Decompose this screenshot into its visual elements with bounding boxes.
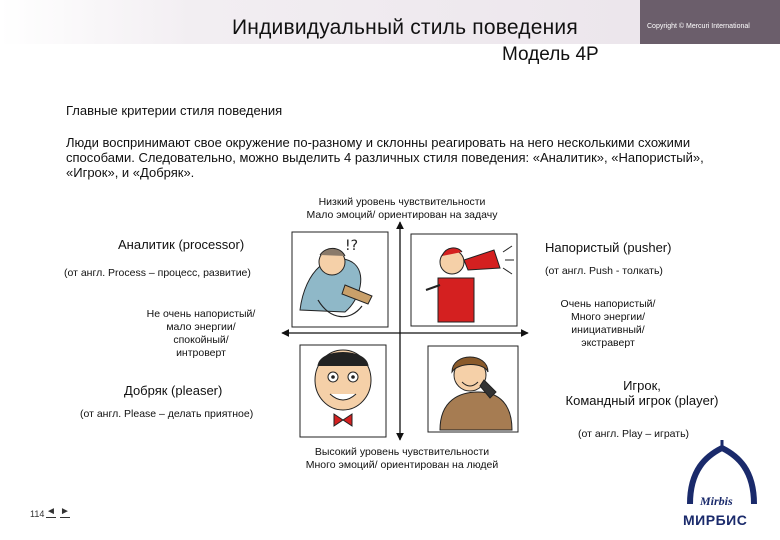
pusher-illustration xyxy=(411,234,517,326)
axis-bottom-line2: Много эмоций/ ориентирован на людей xyxy=(305,459,499,471)
axis-left-line: спокойный/ xyxy=(173,334,229,346)
pleaser-title: Добряк (pleaser) xyxy=(124,383,223,398)
logo-text: МИРБИС xyxy=(683,512,748,528)
player-illustration xyxy=(428,346,518,432)
player-note: (от англ. Play – играть) xyxy=(578,428,690,440)
section-heading: Главные критерии стиля поведения xyxy=(66,103,283,118)
logo-script-text: Mirbis xyxy=(700,494,733,508)
axis-right-line: экстраверт xyxy=(581,337,635,349)
player-title-line1: Игрок, xyxy=(623,378,661,393)
slide-subtitle-model: Модель 4P xyxy=(502,44,599,65)
analyst-illustration xyxy=(292,232,388,327)
axis-right-line: Очень напористый/ xyxy=(560,298,656,310)
analyst-title: Аналитик (processor) xyxy=(118,237,245,252)
prev-slide-button[interactable]: ◄ xyxy=(46,506,56,517)
svg-text:!?: !? xyxy=(345,238,359,254)
axis-left-line: интроверт xyxy=(176,347,226,359)
next-slide-button[interactable]: ► xyxy=(60,506,70,517)
pleaser-note: (от англ. Please – делать приятное) xyxy=(80,408,254,420)
axis-left-line: мало энергии/ xyxy=(166,321,236,333)
axis-top-line2: Мало эмоций/ ориентирован на задачу xyxy=(306,209,498,221)
pusher-title: Напористый (pusher) xyxy=(545,240,672,255)
analyst-note: (от англ. Process – процесс, развитие) xyxy=(64,267,251,279)
page-number: 114 xyxy=(30,509,45,519)
axis-right-line: инициативный/ xyxy=(571,324,645,336)
player-title-line2: Командный игрок (player) xyxy=(565,393,719,408)
intro-paragraph: Люди воспринимают свое окружение по-разному и склонны реагировать на него несколькими схожими способами. Следовательно, можно выделить 4 различных стиля поведения: «Аналитик», «Напористый», «Игрок», и «Добряк». xyxy=(66,135,704,180)
axis-right-line: Много энергии/ xyxy=(570,311,646,323)
axis-bottom-line1: Высокий уровень чувствительности xyxy=(314,446,490,458)
axis-left-line: Не очень напористый/ xyxy=(146,308,256,320)
pleaser-illustration xyxy=(300,345,386,437)
slide-title: Индивидуальный стиль поведения xyxy=(232,16,578,39)
copyright-text: Copyright © Mercuri International xyxy=(647,23,750,30)
pusher-note: (от англ. Push - толкать) xyxy=(545,265,663,277)
axis-top-line1: Низкий уровень чувствительности xyxy=(318,196,486,208)
